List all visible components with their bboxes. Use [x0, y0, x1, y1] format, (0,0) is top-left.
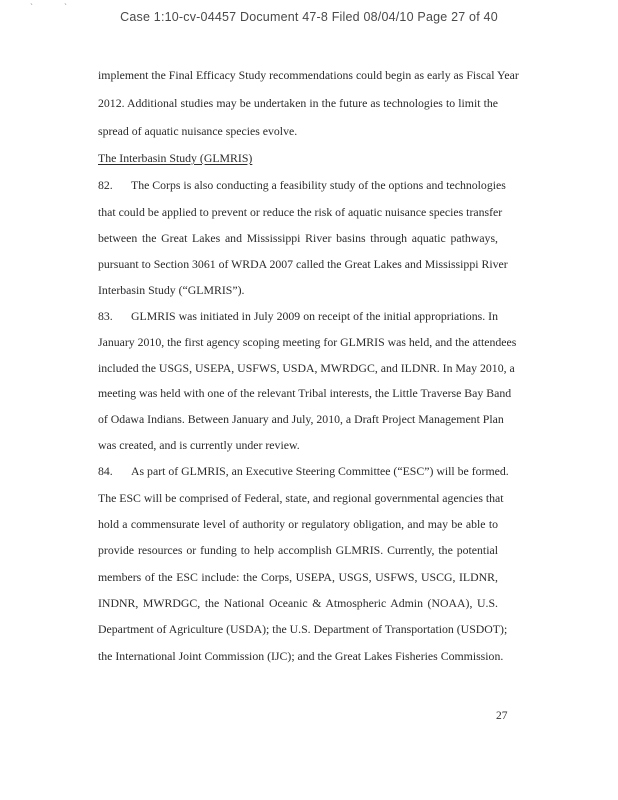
- body-text-line: that could be applied to prevent or reduce the risk of aquatic nuisance species transfer: [98, 205, 503, 219]
- body-text-line: Interbasin Study (“GLMRIS”).: [98, 283, 245, 297]
- scan-mark: `: [30, 2, 33, 12]
- body-text-line: included the USGS, USEPA, USFWS, USDA, MWRDGC, and ILDNR. In May 2010, a: [98, 361, 515, 375]
- body-text-line: spread of aquatic nuisance species evolve.: [98, 124, 298, 138]
- body-text-line: meeting was held with one of the relevant Tribal interests, the Little Traverse Bay Band: [98, 386, 512, 400]
- body-text-line: the International Joint Commission (IJC); and the Great Lakes Fisheries Commission.: [98, 649, 504, 663]
- section-heading: The Interbasin Study (GLMRIS): [98, 151, 253, 165]
- paragraph-number: 84.: [98, 464, 113, 478]
- body-text-line: provide resources or funding to help accomplish GLMRIS. Currently, the potential: [98, 543, 498, 557]
- body-text-line: implement the Final Efficacy Study recommendations could begin as early as Fiscal Year: [98, 68, 519, 82]
- paragraph-82-first-line: [98, 178, 506, 192]
- body-text-line: between the Great Lakes and Mississippi River basins through aquatic pathways,: [98, 231, 498, 245]
- paragraph-84-first-line: [98, 464, 509, 478]
- body-text-line: January 2010, the first agency scoping meeting for GLMRIS was held, and the attendees: [98, 335, 517, 349]
- paragraph-83-first-line: [98, 309, 498, 323]
- body-text-line: of Odawa Indians. Between January and July, 2010, a Draft Project Management Plan: [98, 412, 504, 426]
- body-text-line: The ESC will be comprised of Federal, state, and regional governmental agencies that: [98, 491, 504, 505]
- body-text-line: 2012. Additional studies may be undertaken in the future as technologies to limit the: [98, 96, 498, 110]
- body-text-line: members of the ESC include: the Corps, USEPA, USGS, USFWS, USCG, ILDNR,: [98, 570, 498, 584]
- paragraph-text: GLMRIS was initiated in July 2009 on receipt of the initial appropriations. In: [131, 309, 498, 323]
- body-text-line: pursuant to Section 3061 of WRDA 2007 called the Great Lakes and Mississippi River: [98, 257, 508, 271]
- filing-header: Case 1:10-cv-04457 Document 47-8 Filed 08/04/10 Page 27 of 40: [120, 10, 498, 24]
- paragraph-text: As part of GLMRIS, an Executive Steering Committee (“ESC”) will be formed.: [131, 464, 509, 478]
- paragraph-number: 82.: [98, 178, 113, 192]
- scan-mark: `: [64, 2, 67, 12]
- paragraph-number: 83.: [98, 309, 113, 323]
- body-text-line: Department of Agriculture (USDA); the U.S. Department of Transportation (USDOT);: [98, 622, 508, 636]
- body-text-line: hold a commensurate level of authority or regulatory obligation, and may be able to: [98, 517, 498, 531]
- body-text-line: INDNR, MWRDGC, the National Oceanic & Atmospheric Admin (NOAA), U.S.: [98, 596, 498, 610]
- body-text-line: was created, and is currently under review.: [98, 438, 300, 452]
- page-number: 27: [496, 710, 508, 722]
- paragraph-text: The Corps is also conducting a feasibility study of the options and technologies: [131, 178, 506, 192]
